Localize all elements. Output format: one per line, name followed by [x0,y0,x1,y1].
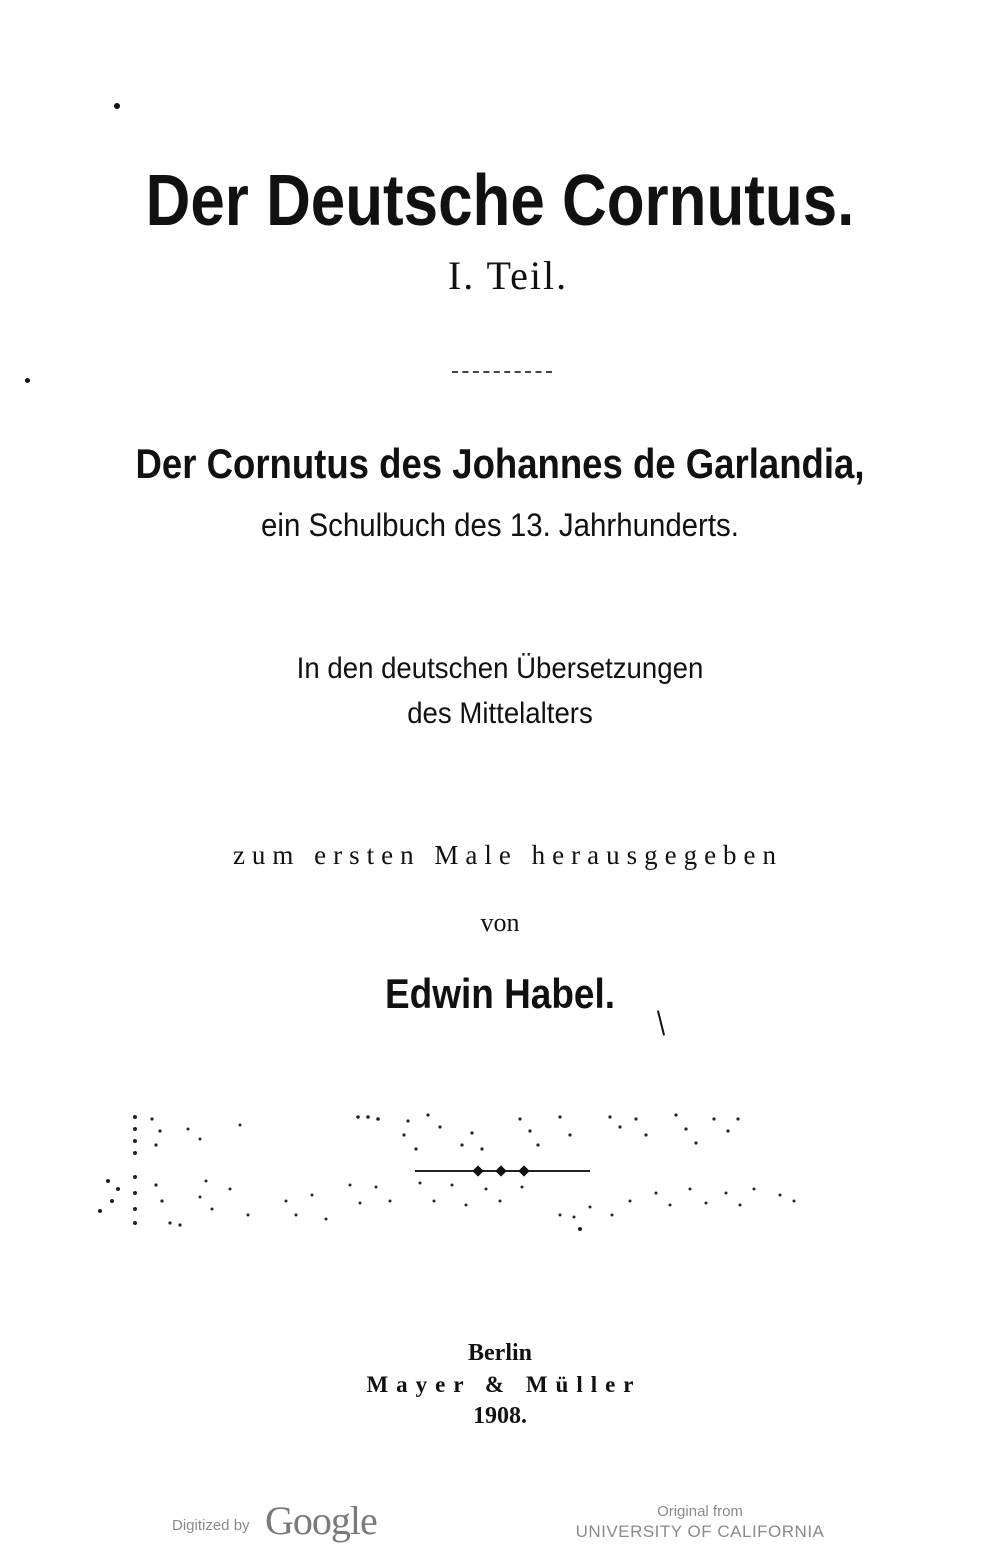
translation-line-1: In den deutschen Übersetzungen [296,652,704,685]
digitized-by-label: Digitized by [172,1517,250,1534]
original-institution: UNIVERSITY OF CALIFORNIA [575,1522,825,1541]
scan-speck [25,378,30,383]
imprint-city: Berlin [468,1340,532,1366]
part-number: I. Teil. [447,253,569,298]
translation-line-2: des Mittelalters [407,697,593,730]
scan-speck [114,103,120,109]
subtitle: Der Cornutus des Johannes de Garlandia, [135,440,865,487]
google-logo: Google [265,1498,377,1543]
imprint-publisher: Mayer & Müller [366,1372,642,1397]
author-name: Edwin Habel. [384,970,616,1017]
imprint-year: 1908. [473,1403,527,1429]
main-title: Der Deutsche Cornutus. [145,161,855,241]
subtitle-line-2: ein Schulbuch des 13. Jahrhunderts. [261,507,739,543]
original-from-label: Original from [657,1503,743,1520]
ornamental-rule [452,371,552,373]
edition-note: zum ersten Male herausgegeben [232,840,784,870]
by-word: von [480,908,520,937]
